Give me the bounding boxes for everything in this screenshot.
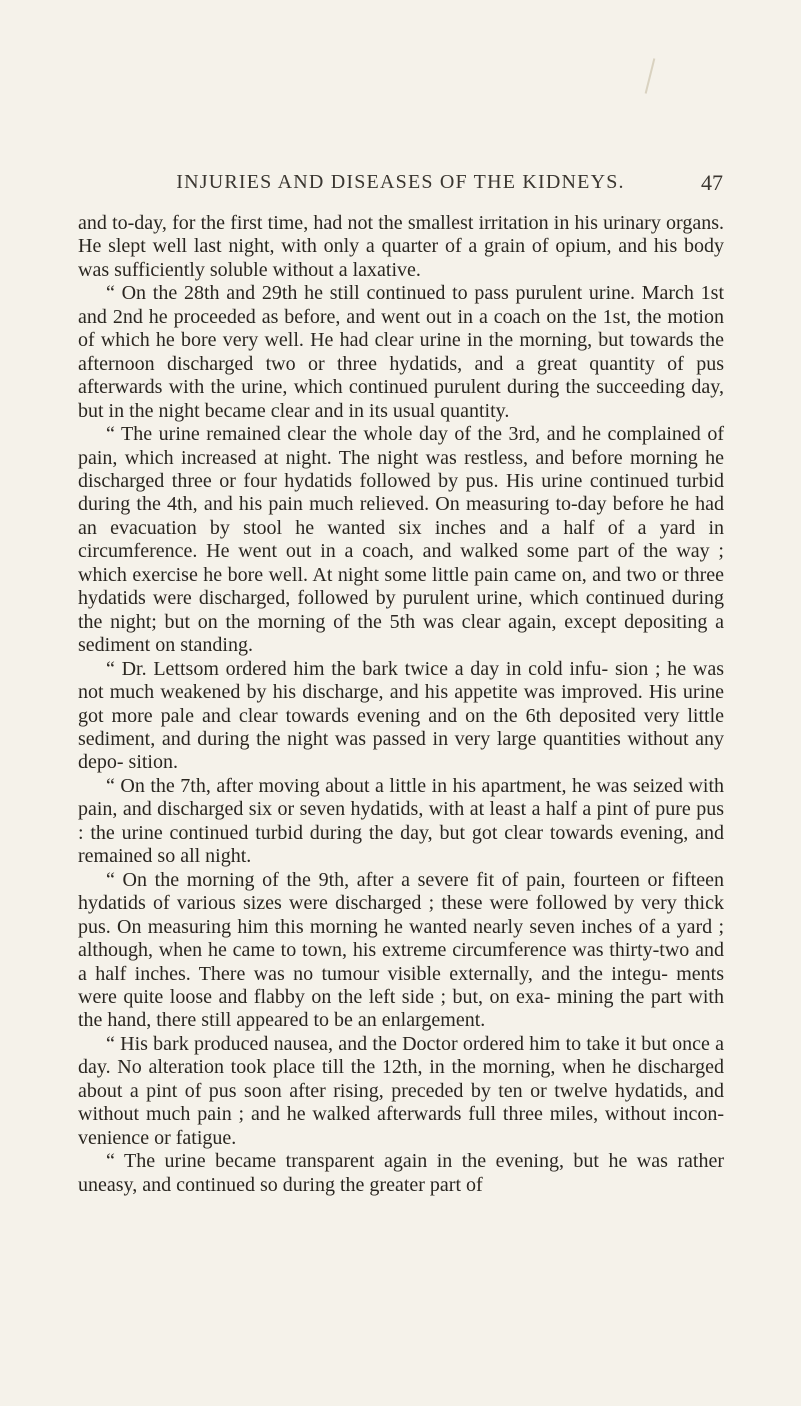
paragraph: “ On the 7th, after moving about a little in his apartment, he was seized with pain, and discharged six or seven hydatids, with at least a half a pint of pure pus : the urine continued turbid during the day, but got clear towards evening, and remained so all night. — [78, 774, 724, 868]
paragraph: “ Dr. Lettsom ordered him the bark twice a day in cold infu- sion ; he was not much weakened by his discharge, and his appetite was improved. His urine got more pale and clear towards evening and on the 6th deposited very little sediment, and during the night was passed in very large quantities without any depo- sition. — [78, 657, 724, 774]
body-text — [78, 212, 724, 1197]
paragraph: “ The urine became transparent again in the evening, but he was rather uneasy, and continued so during the greater part of — [78, 1150, 724, 1196]
running-head: INJURIES AND DISEASES OF THE KIDNEYS. — [176, 171, 625, 193]
paragraph: “ On the morning of the 9th, after a severe fit of pain, fourteen or fifteen hydatids of various sizes were discharged ; these were followed by very thick pus. On measuring him this morning he wanted nearly seven inches of a yard ; although, when he came to town, his extreme circumference was thirty-two and a half inches. There was no tumour visible externally, and the integu- ments were quite loose and flabby on the left side ; but, on exa- mining the part with the hand, there still appeared to be an enlargement. — [78, 868, 724, 1032]
paper-mark — [645, 58, 656, 93]
page-header — [78, 171, 723, 203]
paragraph: and to-day, for the first time, had not the smallest irritation in his urinary organs. He slept well last night, with only a quarter of a grain of opium, and his body was sufficiently soluble without a laxative. — [78, 212, 724, 281]
page-number: 47 — [701, 170, 723, 195]
paragraph: “ The urine remained clear the whole day of the 3rd, and he complained of pain, which increased at night. The night was restless, and before morning he discharged three or four hydatids followed by pus. His urine continued turbid during the 4th, and his pain much relieved. On measuring to-day before he had an evacuation by stool he wanted six inches and a half of a yard in circumference. He went out in a coach, and walked some part of the way ; which exercise he bore well. At night some little pain came on, and two or three hydatids were discharged, followed by purulent urine, which continued during the night; but on the morning of the 5th was clear again, except depositing a sediment on standing. — [78, 423, 724, 657]
paragraph: “ His bark produced nausea, and the Doctor ordered him to take it but once a day. No alteration took place till the 12th, in the morning, when he discharged about a pint of pus soon after rising, preceded by ten or twelve hydatids, and without much pain ; and he walked afterwards full three miles, without incon- venience or fatigue. — [78, 1032, 724, 1149]
paragraph: “ On the 28th and 29th he still continued to pass purulent urine. March 1st and 2nd he proceeded as before, and went out in a coach on the 1st, the motion of which he bore very well. He had clear urine in the morning, but towards the afternoon discharged two or three hydatids, and a great quantity of pus afterwards with the urine, which continued purulent during the succeeding day, but in the night became clear and in its usual quantity. — [78, 282, 724, 422]
